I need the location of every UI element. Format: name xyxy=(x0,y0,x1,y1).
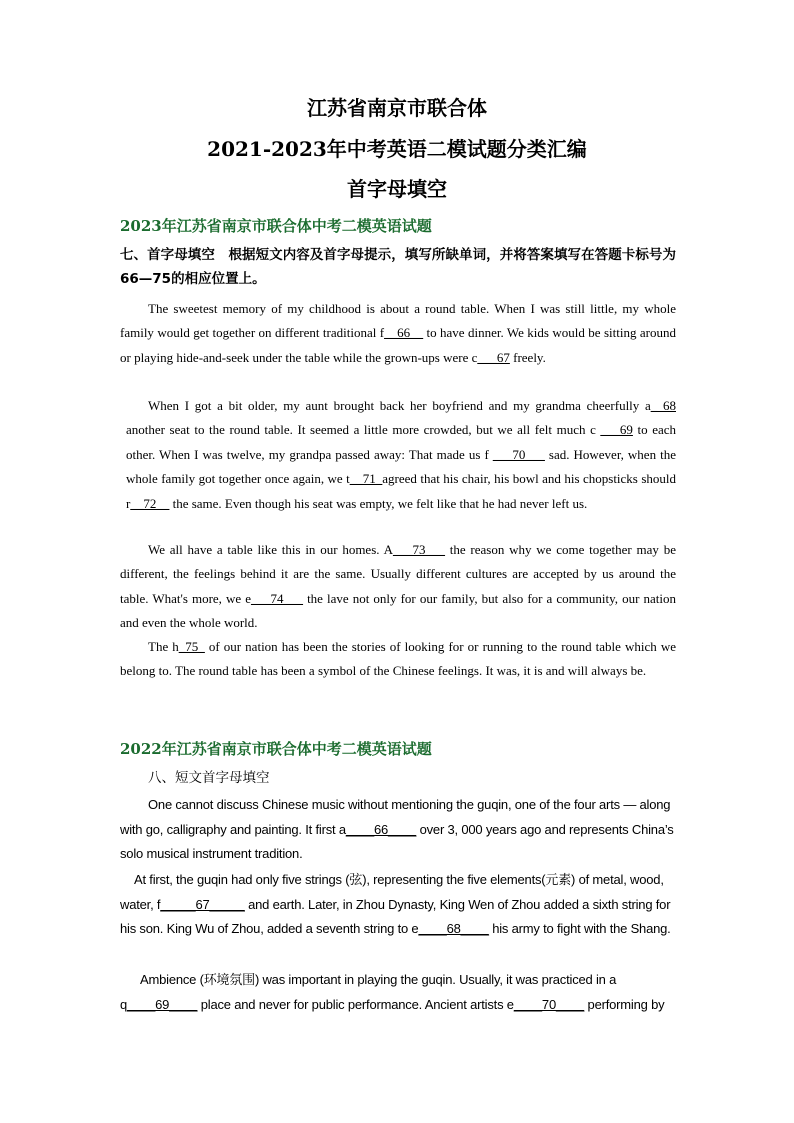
blank-2022-66: ____66____ xyxy=(345,821,417,837)
blank-2022-69: ____69____ xyxy=(127,996,198,1012)
passage-2022-paragraph-1 xyxy=(120,793,676,867)
text-run: The sweetest memory of my childhood is about a round table. When I was still little, my whole family would get together on different traditional f xyxy=(120,301,676,341)
text-run: the reason why we come together may be different, the feelings behind it are the same. Usually different cultures are accepted by us around the table. What's more, we e xyxy=(120,542,676,606)
text-run: another seat to the round table. It seemed a little more crowded, but we all felt much c xyxy=(126,422,601,438)
blank-72: __72__ xyxy=(130,495,170,511)
blank-68: _ 68 xyxy=(650,398,676,413)
doc-title-topic: 首字母填空 xyxy=(347,177,447,201)
text-run: sad. However, when the whole family got together once again, we t xyxy=(126,446,676,487)
text-run: Ambience (环境氛围) was important in playing the guqin. Usually, it was practiced in a q xyxy=(120,972,617,1012)
text-run: to have dinner. We kids would be sitting around or playing hide-and-seek under the table while the grown-ups were c xyxy=(120,325,676,365)
passage-2023-paragraph-2 xyxy=(126,394,676,516)
text-run: the lave not only for our family, but also for a community, our nation and even the whole world. xyxy=(120,590,676,631)
blank-75: _75_ xyxy=(178,639,205,654)
passage-2023-paragraph-4 xyxy=(120,635,676,684)
text-run: freely. xyxy=(509,349,546,365)
passage-2023-paragraph-1 xyxy=(120,297,676,370)
text-run: At first, the guqin had only five strings (弦), representing the five elements(元素) of metal, wood, water, f xyxy=(120,872,664,912)
text-run: When I got a bit older, my aunt brought back her boyfriend and my grandma cheerfully a xyxy=(148,398,651,413)
passage-2023-paragraph-3 xyxy=(120,538,676,636)
blank-67: ___67 xyxy=(477,349,510,365)
text-run: agreed that his chair, his bowl and his chopsticks should r xyxy=(126,471,676,511)
blank-73: ___73___ xyxy=(392,542,445,557)
text-run: his army to fight with the Shang. xyxy=(488,921,671,937)
blank-74: ___74___ xyxy=(251,590,303,606)
text-run: to each other. When I was twelve, my grandpa passed away: That made us f xyxy=(126,422,676,462)
passage-2022-paragraph-3 xyxy=(120,968,676,1017)
text-run: place and never for public performance. Ancient artists e xyxy=(197,996,514,1012)
blank-2022-68: ____68____ xyxy=(418,921,489,937)
section-2023-heading: 2023年江苏省南京市联合体中考二模英语试题 xyxy=(120,217,432,235)
blank-69: ___69 xyxy=(600,422,633,438)
text-run: the same. Even though his seat was empty, we felt like that he had never left us. xyxy=(169,495,588,511)
text-run: performing by xyxy=(584,996,665,1012)
blank-2022-70: ____70____ xyxy=(513,996,585,1012)
section-2022-subheading: 八、短文首字母填空 xyxy=(148,770,270,786)
doc-title-years: 2021-2023年中考英语二模试题分类汇编 xyxy=(207,137,587,161)
section-2023-instruction: 七、首字母填空 根据短文内容及首字母提示，填写所缺单词，并将答案填写在答题卡标号为66—75的相应位置上。 xyxy=(120,247,676,287)
text-run: over 3, 000 years ago and represents China’s solo musical instrument tradition. xyxy=(120,821,674,862)
text-run: of our nation has been the stories of looking for or running to the round table which we belong to. The round table has been a symbol of the Chinese feelings. It was, it is and will always be. xyxy=(120,639,676,679)
blank-70: ___70___ xyxy=(492,446,545,462)
text-run: The h xyxy=(148,639,179,654)
blank-66: __66__ xyxy=(384,325,424,341)
blank-2022-67: _____67_____ xyxy=(160,896,245,912)
blank-71: __71_ xyxy=(349,471,383,487)
doc-title-region: 江苏省南京市联合体 xyxy=(307,96,487,120)
passage-2022-paragraph-2 xyxy=(120,868,676,942)
text-run: and earth. Later, in Zhou Dynasty, King Wen of Zhou added a sixth string for his son. King Wu of Zhou, added a seventh string to e xyxy=(120,896,671,937)
text-run: We all have a table like this in our homes. A xyxy=(148,542,393,557)
text-run: One cannot discuss Chinese music without mentioning the guqin, one of the four arts — along with go, calligraphy and painting. It first a xyxy=(120,797,671,837)
section-2022-heading: 2022年江苏省南京市联合体中考二模英语试题 xyxy=(120,740,432,758)
